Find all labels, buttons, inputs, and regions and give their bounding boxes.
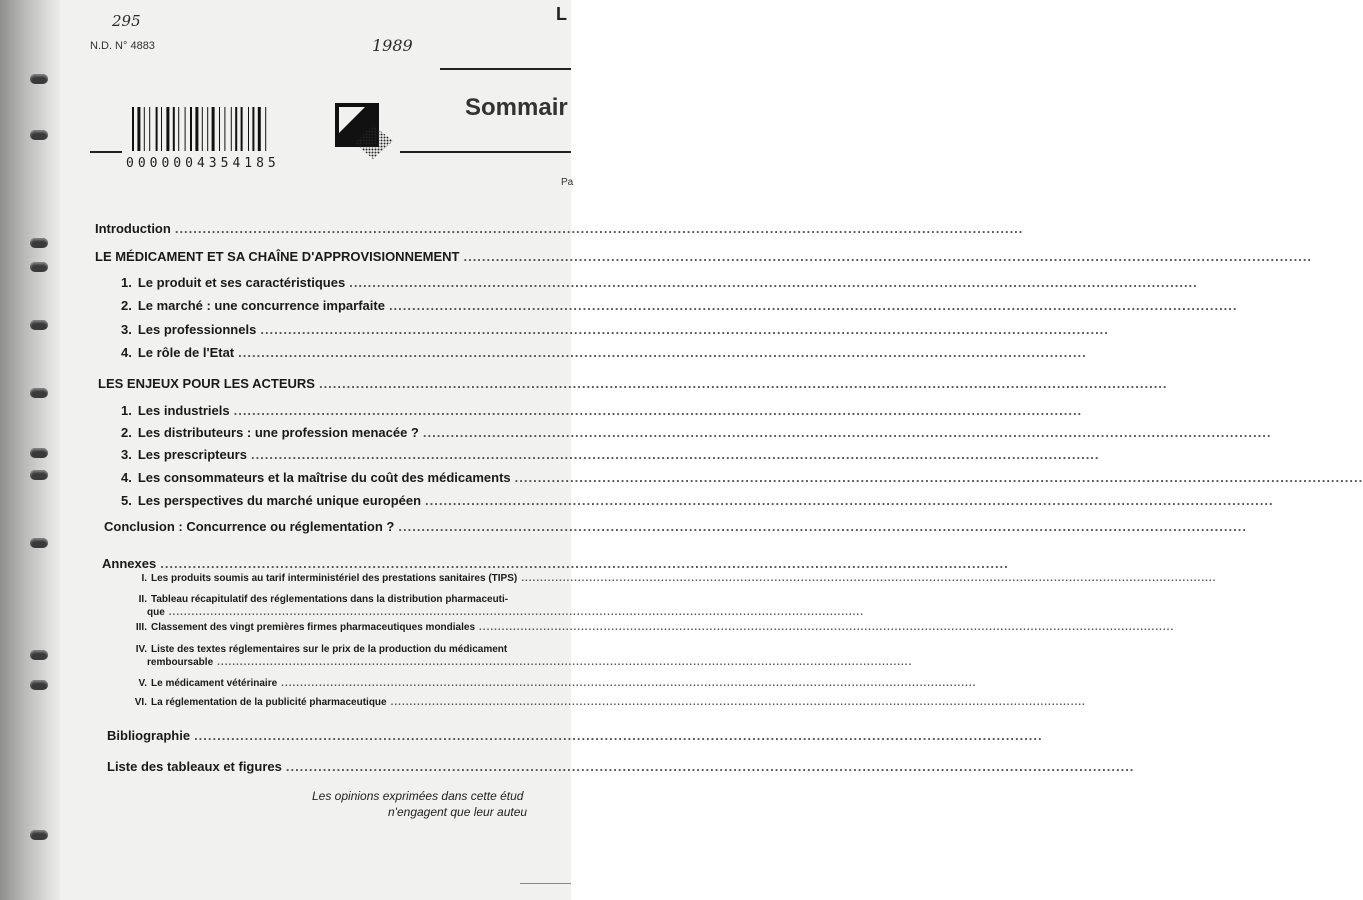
toc-entry-label (121, 403, 230, 418)
toc-entry-label (131, 678, 277, 689)
toc-entry[interactable] (121, 275, 571, 290)
toc-entry-label (121, 298, 385, 313)
toc-entry[interactable] (104, 519, 571, 534)
toc-entry-label (131, 573, 517, 584)
toc-entry-label (131, 644, 507, 655)
toc-entry[interactable] (131, 697, 571, 708)
toc-leader-dots (234, 403, 1083, 418)
toc-entry[interactable] (107, 728, 571, 743)
toc-entry[interactable] (95, 249, 571, 264)
toc-leader-dots (217, 657, 912, 668)
toc-entry-label (102, 556, 156, 571)
toc-leader-dots (175, 221, 1024, 236)
toc-entry-number: II. (138, 594, 147, 605)
toc-entry-label (95, 221, 171, 236)
toc-entry-text: Bibliographie (107, 728, 191, 743)
toc-leader-dots (349, 275, 1198, 290)
toc-entry-text: Classement des vingt premières firmes pharmaceutiques mondiales (151, 622, 476, 633)
toc-entry-text: Les distributeurs : une profession menacée ? (137, 425, 419, 440)
toc-entry-number: V. (138, 678, 147, 689)
table-of-contents (0, 0, 574, 900)
toc-leader-dots (463, 249, 1312, 264)
toc-leader-dots (515, 470, 1363, 485)
toc-entry[interactable] (121, 345, 571, 360)
toc-entry-text: Les prescripteurs (137, 447, 247, 462)
toc-entry[interactable] (102, 556, 571, 571)
toc-entry-label (131, 594, 508, 605)
disclaimer-line: Les opinions exprimées dans cette étud (312, 789, 524, 803)
toc-entry-label (121, 322, 256, 337)
toc-leader-dots (286, 759, 1135, 774)
toc-leader-dots (194, 728, 1043, 743)
toc-entry-label (121, 470, 511, 485)
toc-entry-text: Annexes (102, 556, 157, 571)
toc-entry-text: Les consommateurs et la maîtrise du coût des médicaments (137, 470, 511, 485)
toc-entry-label (131, 697, 387, 708)
toc-leader-dots (521, 573, 1216, 584)
toc-entry-number: 4. (121, 470, 132, 485)
toc-entry-text: Le marché : une concurrence imparfaite (137, 298, 385, 313)
handwritten-year: 1989 (372, 36, 413, 55)
toc-entry[interactable] (95, 221, 571, 236)
toc-entry-number: 2. (121, 425, 132, 440)
toc-entry[interactable] (121, 470, 571, 485)
document-number: N.D. N° 4883 (90, 40, 155, 52)
toc-entry-text: remboursable (147, 657, 214, 668)
toc-entry-label (121, 493, 421, 508)
toc-entry-text: Le produit et ses caractéristiques (137, 275, 346, 290)
toc-leader-dots (169, 607, 864, 618)
toc-entry-continuation (147, 607, 571, 618)
scanned-page (0, 0, 574, 900)
toc-entry[interactable] (121, 493, 571, 508)
page-edge (520, 883, 571, 884)
toc-leader-dots (281, 678, 976, 689)
toc-entry-label (121, 425, 419, 440)
toc-entry-text: La réglementation de la publicité pharmaceutique (151, 697, 387, 708)
toc-entry-text: Les perspectives du marché unique européen (137, 493, 422, 508)
toc-leader-dots (398, 519, 1247, 534)
toc-entry[interactable] (131, 644, 571, 655)
corner-letter: L (556, 4, 567, 24)
toc-leader-dots (423, 425, 1272, 440)
toc-leader-dots (479, 622, 1174, 633)
disclaimer-line: n'engagent que leur auteu (388, 805, 528, 819)
toc-entry-text: Introduction (95, 221, 171, 236)
toc-entry-number: VI. (134, 697, 147, 708)
toc-entry-text: Liste des textes réglementaires sur le prix de la production du médicament (151, 644, 508, 655)
barcode-number: 0000004354185 (126, 156, 280, 171)
toc-entry-number: III. (135, 622, 147, 633)
toc-entry-label (98, 376, 315, 391)
toc-entry-text: Les professionnels (137, 322, 257, 337)
toc-leader-dots (319, 376, 1168, 391)
toc-entry[interactable] (131, 622, 571, 633)
page-title: Sommair (465, 94, 568, 121)
toc-entry-text: Conclusion : Concurrence ou réglementation ? (104, 519, 395, 534)
handwritten-number: 295 (112, 12, 141, 30)
toc-entry-text: LES ENJEUX POUR LES ACTEURS (98, 376, 315, 391)
toc-leader-dots (260, 322, 1109, 337)
toc-entry-number: 5. (121, 493, 132, 508)
toc-entry-text: Liste des tableaux et figures (107, 759, 282, 774)
toc-entry[interactable] (121, 447, 571, 462)
toc-entry[interactable] (131, 678, 571, 689)
toc-entry-number: 1. (121, 275, 132, 290)
toc-entry-number: I. (141, 573, 147, 584)
toc-entry[interactable] (121, 298, 571, 313)
toc-leader-dots (425, 493, 1274, 508)
toc-entry-text: Le médicament vétérinaire (151, 678, 278, 689)
toc-entry-text: que (147, 607, 165, 618)
toc-entry-label (107, 759, 282, 774)
toc-entry-number: 2. (121, 298, 132, 313)
toc-entry-number: 4. (121, 345, 132, 360)
page-column-label: Pa (561, 177, 574, 188)
toc-entry-text: LE MÉDICAMENT ET SA CHAÎNE D'APPROVISIONNEMENT (95, 249, 460, 264)
toc-leader-dots (389, 298, 1238, 313)
toc-entry-text: Les industriels (137, 403, 230, 418)
toc-entry[interactable] (107, 759, 571, 774)
toc-entry[interactable] (121, 322, 571, 337)
toc-entry[interactable] (121, 403, 571, 418)
toc-entry-number: 1. (121, 403, 132, 418)
toc-entry-text: Les produits soumis au tarif interministériel des prestations sanitaires (TIPS) (151, 573, 518, 584)
toc-entry-label (121, 275, 345, 290)
toc-entry-text: Tableau récapitulatif des réglementations dans la distribution pharmaceuti- (151, 594, 509, 605)
toc-leader-dots (391, 697, 1086, 708)
toc-entry-label (121, 447, 247, 462)
toc-leader-dots (251, 447, 1100, 462)
toc-leader-dots (160, 556, 1009, 571)
toc-entry[interactable] (98, 376, 571, 391)
toc-entry-continuation (147, 657, 571, 668)
toc-entry-text: Le rôle de l'Etat (137, 345, 235, 360)
toc-entry[interactable] (131, 573, 571, 584)
toc-entry-label (131, 622, 475, 633)
toc-entry-label (107, 728, 190, 743)
toc-leader-dots (238, 345, 1087, 360)
toc-entry-number: 3. (121, 447, 132, 462)
toc-entry[interactable] (131, 594, 571, 605)
toc-entry-number: 3. (121, 322, 132, 337)
toc-entry-label (95, 249, 459, 264)
toc-entry-label (121, 345, 234, 360)
toc-entry-label (104, 519, 394, 534)
toc-entry[interactable] (121, 425, 571, 440)
toc-entry-number: IV. (135, 644, 147, 655)
